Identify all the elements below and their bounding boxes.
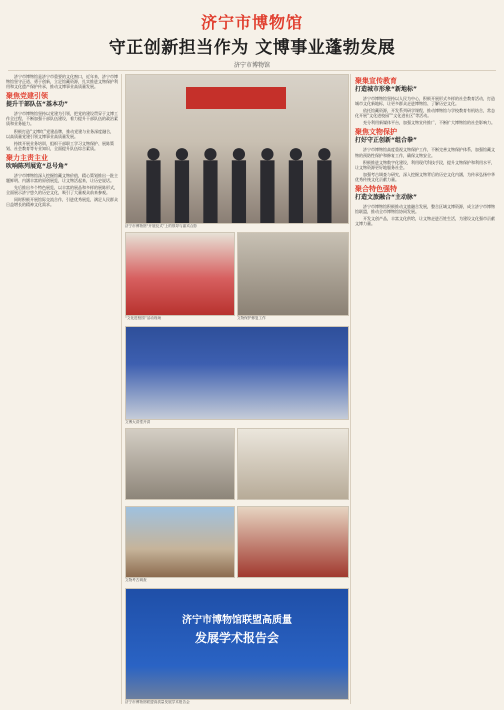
photo-caption: 文物保护修复工作 (237, 316, 266, 320)
section4-paragraph: 积极推进文物数字化建设，利用现代科技手段，提升文物保护和利用水平，让文物资源更好地服务社会。 (355, 159, 495, 170)
header-rule (8, 70, 496, 71)
section5-subtitle: 打造文旅融合“主动脉” (355, 194, 417, 202)
photo-caption: 济宁市博物馆联盟高质量发展学术报告会 (125, 700, 190, 704)
byline: 济宁市博物馆 (233, 62, 270, 69)
lecture-hall-photo (125, 326, 349, 420)
column-divider (121, 74, 122, 704)
report-banner-line1: 济宁市博物馆联盟高质量 (182, 615, 292, 626)
section3-subtitle: 打造城市形象“新地标” (355, 86, 417, 93)
right-column (355, 74, 498, 706)
report-banner-line2: 发展学术报告会 (194, 631, 279, 645)
museum-hall-photo (237, 506, 349, 578)
section2-paragraph: 先后推出多个特色展览，以丰富的展品和多样的展陈形式，全面展示济宁悠久的历史文化，吸引了大量观众前来参观。 (6, 185, 118, 196)
section5-paragraph: 济宁市博物馆积极推动文旅融合发展，整合区域文博资源，成立济宁市博物馆联盟，推动全市博物馆协同发展。 (355, 204, 495, 215)
left-column (6, 74, 118, 706)
section3-paragraph: 济宁市博物馆坚持以人民为中心，积极开展形式多样的社会教育活动，打造城市文化新地标，让更多群众走进博物馆、了解历史文化。 (355, 96, 495, 107)
students-photo (125, 232, 235, 316)
column-divider (350, 74, 351, 704)
photo-caption: 文博大讲堂开讲 (125, 420, 151, 424)
section4-subtitle: 打好守正创新“组合拳” (355, 137, 417, 145)
section2-subtitle: 吹响陈列展览“总号角” (6, 162, 68, 170)
page-headline: 守正创新担当作为 文博事业蓬勃发展 (108, 38, 396, 58)
opening-ceremony-photo (125, 74, 349, 224)
intro-paragraph: 济宁市博物馆是济宁市重要的文化窗口，近年来，济宁市博物馆坚守正道、勇于创新，立足馆藏资源，扎实推进文物保护利用和文化遗产保护传承，推动文博事业高质量发展。 (6, 74, 118, 90)
section5-title: 聚合特色强特 (355, 185, 397, 194)
section4-paragraph: 济宁市博物馆高度重视文物保护工作，不断完善文物保护体系，加强馆藏文物的预防性保护和修复工作，确保文物安全。 (355, 147, 495, 158)
artifact-photo (237, 428, 349, 500)
photo-caption: 济宁市博物馆“开展仪式”上的领导与嘉宾合影 (125, 224, 198, 228)
page-kicker: 济宁市博物馆 (200, 13, 303, 32)
academic-report-photo (125, 588, 349, 700)
exhibit-photo (125, 428, 235, 500)
section3-paragraph: 依托馆藏资源，开发系列研学课程，推动博物馆与学校教育有机结合，常态化开展“文化进校园”“文化进社区”等活动。 (355, 108, 495, 119)
conservation-photo (237, 232, 349, 316)
section3-paragraph: 充分利用新媒体平台，加强文物宣传推广，不断扩大博物馆的社会影响力。 (363, 120, 495, 126)
section1-paragraph: 济宁市博物馆坚持以党建为引领，把党的建设贯穿于文博工作全过程，不断加强干部队伍建设，着力提升干部队伍的政治素质和业务能力。 (6, 111, 118, 127)
group-people-graphic (126, 142, 349, 223)
section3-title: 聚集宣传教育 (355, 77, 397, 85)
section1-title: 聚焦党建引领 (6, 92, 48, 101)
section2-title: 聚力主责主业 (6, 153, 48, 162)
section2-paragraph: 同时积极开展馆际交流合作，引进优秀展览，满足人民群众日益增长的精神文化需求。 (6, 197, 118, 208)
section1-paragraph: 持续开展业务培训，组织干部职工学习文物保护、展陈策划、社会教育等专业知识，全面提升队伍综合素质。 (6, 140, 114, 151)
section2-paragraph: 济宁市博物馆深入挖掘馆藏文物价值，精心策划推出一批主题鲜明、内涵丰富的原创展览，让文物活起来，让历史说话。 (6, 172, 118, 184)
section5-paragraph: 开发文创产品，丰富文化供给，让文物走进百姓生活，为建设文化强市贡献文博力量。 (355, 216, 495, 227)
section4-title: 聚焦文物保护 (355, 128, 397, 137)
photo-caption: “文化进校园”活动现场 (125, 316, 162, 320)
section1-paragraph: 积极打造“文博红”党建品牌，推动党建与业务深度融合，以高质量党建引领文博事业高质量发展。 (6, 128, 115, 139)
field-survey-photo (125, 506, 235, 578)
photo-caption: 文物考古调查 (125, 578, 147, 582)
section1-subtitle: 提升干部队伍“基本功” (6, 101, 68, 109)
section4-paragraph: 加强考古调查与研究，深入挖掘文物背后的历史文化内涵，为传承弘扬中华优秀传统文化贡献力量。 (355, 171, 495, 182)
banner-shape (186, 87, 286, 109)
